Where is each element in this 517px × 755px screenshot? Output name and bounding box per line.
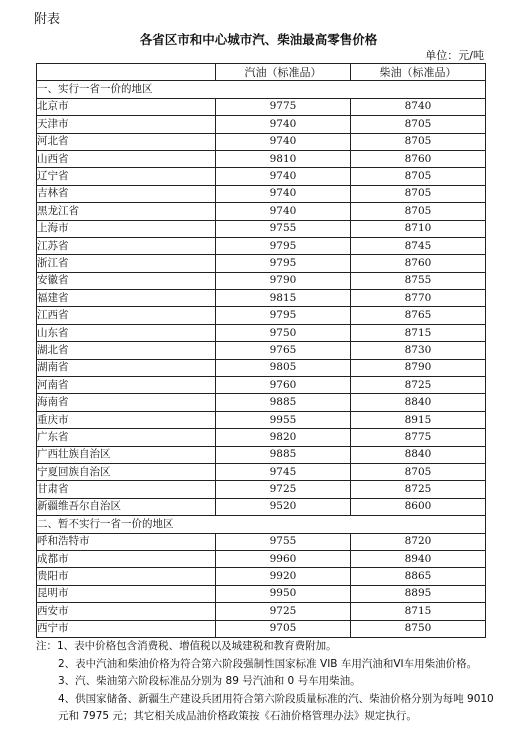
- table-row: [37, 359, 486, 376]
- region-cell: 湖南省: [37, 359, 216, 376]
- gasoline-price-cell: 9955: [216, 411, 351, 428]
- note-2: 2、表中汽油和柴油价格为符合第六阶段强制性国家标准 VIB 车用汽油和VI车用柴油价格。: [58, 657, 478, 670]
- region-cell: 河南省: [37, 377, 216, 394]
- diesel-price-cell: 8740: [351, 98, 486, 115]
- unit-label: 单位：元/吨: [425, 49, 484, 62]
- gasoline-price-cell: 9810: [216, 150, 351, 167]
- gasoline-price-cell: 9885: [216, 394, 351, 411]
- gasoline-price-cell: 9520: [216, 498, 351, 515]
- gasoline-price-cell: 9790: [216, 272, 351, 289]
- table-row: [37, 290, 486, 307]
- table-row: [37, 498, 486, 515]
- diesel-price-cell: 8765: [351, 307, 486, 324]
- diesel-price-cell: 8725: [351, 481, 486, 498]
- diesel-price-cell: 8705: [351, 168, 486, 185]
- diesel-price-cell: 8760: [351, 255, 486, 272]
- table-row: [37, 98, 486, 115]
- table-row: [37, 168, 486, 185]
- region-cell: 安徽省: [37, 272, 216, 289]
- region-cell: 宁夏回族自治区: [37, 463, 216, 480]
- table-row: [37, 220, 486, 237]
- gasoline-price-cell: 9705: [216, 620, 351, 637]
- table-row: [37, 446, 486, 463]
- diesel-price-cell: 8705: [351, 463, 486, 480]
- section-title: 一、实行一省一价的地区: [37, 81, 486, 98]
- note-1: 注：1、表中价格包含消费税、增值税以及城建税和教育费附加。: [36, 640, 337, 652]
- gasoline-price-cell: 9750: [216, 324, 351, 341]
- diesel-price-cell: 8840: [351, 446, 486, 463]
- region-cell: 西宁市: [37, 620, 216, 637]
- diesel-price-cell: 8865: [351, 568, 486, 585]
- gasoline-price-cell: 9740: [216, 116, 351, 133]
- table-row: [37, 377, 486, 394]
- table-row: [37, 324, 486, 341]
- region-cell: 天津市: [37, 116, 216, 133]
- region-cell: 昆明市: [37, 585, 216, 602]
- price-table: [36, 63, 486, 638]
- table-row: [37, 150, 486, 167]
- diesel-price-cell: 8940: [351, 550, 486, 567]
- region-cell: 广东省: [37, 429, 216, 446]
- diesel-price-cell: 8790: [351, 359, 486, 376]
- gasoline-price-cell: 9760: [216, 377, 351, 394]
- table-row: [37, 620, 486, 637]
- diesel-price-cell: 8840: [351, 394, 486, 411]
- gasoline-price-cell: 9805: [216, 359, 351, 376]
- gasoline-price-cell: 9795: [216, 307, 351, 324]
- region-cell: 甘肃省: [37, 481, 216, 498]
- table-row: [37, 481, 486, 498]
- gasoline-price-cell: 9820: [216, 429, 351, 446]
- region-cell: 吉林省: [37, 185, 216, 202]
- header-region: [37, 64, 216, 81]
- table-row: [37, 585, 486, 602]
- note-4: 4、供国家储备、新疆生产建设兵团用符合第六阶段质量标准的汽、柴油价格分别为每吨 9010 元和 7975 元；其它相关成品油价格政策按《石油价格管理办法》规定执行。: [58, 692, 494, 722]
- diesel-price-cell: 8705: [351, 185, 486, 202]
- table-row: [37, 307, 486, 324]
- region-cell: 河北省: [37, 133, 216, 150]
- gasoline-price-cell: 9950: [216, 585, 351, 602]
- table-row: [37, 429, 486, 446]
- section-row: [37, 81, 486, 98]
- header-diesel: 柴油（标准品）: [351, 64, 486, 81]
- region-cell: 福建省: [37, 290, 216, 307]
- gasoline-price-cell: 9795: [216, 255, 351, 272]
- region-cell: 广西壮族自治区: [37, 446, 216, 463]
- diesel-price-cell: 8760: [351, 150, 486, 167]
- diesel-price-cell: 8715: [351, 603, 486, 620]
- table-row: [37, 550, 486, 567]
- table-row: [37, 133, 486, 150]
- gasoline-price-cell: 9745: [216, 463, 351, 480]
- table-header-row: [37, 64, 486, 81]
- diesel-price-cell: 8725: [351, 377, 486, 394]
- region-cell: 黑龙江省: [37, 203, 216, 220]
- gasoline-price-cell: 9885: [216, 446, 351, 463]
- region-cell: 江苏省: [37, 237, 216, 254]
- region-cell: 浙江省: [37, 255, 216, 272]
- table-row: [37, 237, 486, 254]
- gasoline-price-cell: 9740: [216, 133, 351, 150]
- region-cell: 山东省: [37, 324, 216, 341]
- table-row: [37, 342, 486, 359]
- region-cell: 上海市: [37, 220, 216, 237]
- gasoline-price-cell: 9740: [216, 203, 351, 220]
- region-cell: 新疆维吾尔自治区: [37, 498, 216, 515]
- region-cell: 山西省: [37, 150, 216, 167]
- gasoline-price-cell: 9740: [216, 185, 351, 202]
- gasoline-price-cell: 9960: [216, 550, 351, 567]
- table-row: [37, 603, 486, 620]
- region-cell: 重庆市: [37, 411, 216, 428]
- gasoline-price-cell: 9815: [216, 290, 351, 307]
- table-body: [37, 81, 486, 638]
- diesel-price-cell: 8775: [351, 429, 486, 446]
- header-gasoline: 汽油（标准品）: [216, 64, 351, 81]
- region-cell: 呼和浩特市: [37, 533, 216, 550]
- diesel-price-cell: 8705: [351, 116, 486, 133]
- document-title: 各省区市和中心城市汽、柴油最高零售价格: [139, 32, 378, 47]
- diesel-price-cell: 8730: [351, 342, 486, 359]
- diesel-price-cell: 8750: [351, 620, 486, 637]
- gasoline-price-cell: 9765: [216, 342, 351, 359]
- gasoline-price-cell: 9755: [216, 220, 351, 237]
- table-row: [37, 411, 486, 428]
- diesel-price-cell: 8770: [351, 290, 486, 307]
- table-row: [37, 394, 486, 411]
- footnotes: [36, 638, 496, 726]
- diesel-price-cell: 8600: [351, 498, 486, 515]
- diesel-price-cell: 8705: [351, 133, 486, 150]
- diesel-price-cell: 8720: [351, 533, 486, 550]
- table-row: [37, 463, 486, 480]
- region-cell: 成都市: [37, 550, 216, 567]
- diesel-price-cell: 8705: [351, 203, 486, 220]
- gasoline-price-cell: 9775: [216, 98, 351, 115]
- note-3: 3、汽、柴油第六阶段标准品分别为 89 号汽油和 0 号车用柴油。: [58, 675, 361, 687]
- diesel-price-cell: 8755: [351, 272, 486, 289]
- gasoline-price-cell: 9920: [216, 568, 351, 585]
- table-row: [37, 203, 486, 220]
- table-row: [37, 116, 486, 133]
- region-cell: 江西省: [37, 307, 216, 324]
- region-cell: 湖北省: [37, 342, 216, 359]
- gasoline-price-cell: 9725: [216, 603, 351, 620]
- table-row: [37, 533, 486, 550]
- gasoline-price-cell: 9755: [216, 533, 351, 550]
- region-cell: 辽宁省: [37, 168, 216, 185]
- table-row: [37, 255, 486, 272]
- section-title: 二、暂不实行一省一价的地区: [37, 516, 486, 533]
- region-cell: 西安市: [37, 603, 216, 620]
- diesel-price-cell: 8715: [351, 324, 486, 341]
- diesel-price-cell: 8895: [351, 585, 486, 602]
- table-row: [37, 272, 486, 289]
- region-cell: 北京市: [37, 98, 216, 115]
- table-row: [37, 568, 486, 585]
- appendix-label: 附表: [34, 12, 61, 27]
- gasoline-price-cell: 9740: [216, 168, 351, 185]
- diesel-price-cell: 8710: [351, 220, 486, 237]
- region-cell: 贵阳市: [37, 568, 216, 585]
- section-row: [37, 516, 486, 533]
- table-row: [37, 185, 486, 202]
- region-cell: 海南省: [37, 394, 216, 411]
- gasoline-price-cell: 9725: [216, 481, 351, 498]
- gasoline-price-cell: 9795: [216, 237, 351, 254]
- diesel-price-cell: 8745: [351, 237, 486, 254]
- diesel-price-cell: 8915: [351, 411, 486, 428]
